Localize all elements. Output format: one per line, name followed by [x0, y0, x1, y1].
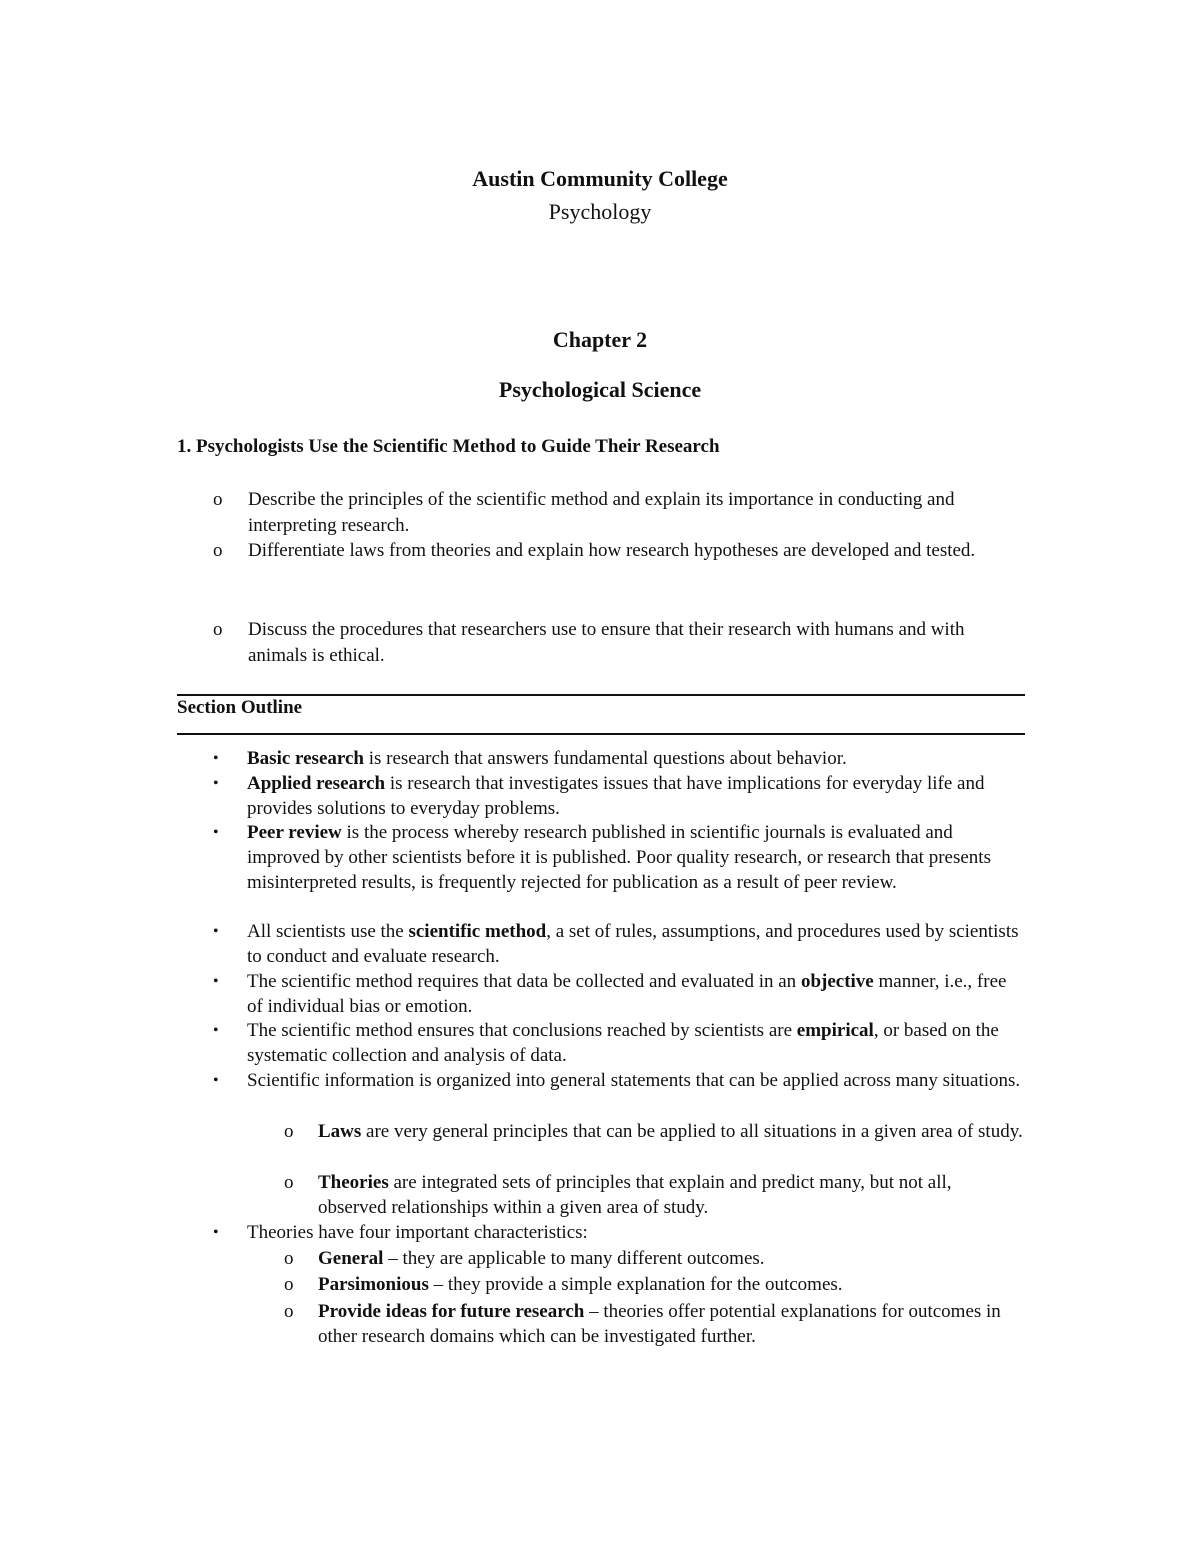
- objective-marker: o: [213, 489, 223, 510]
- objective-marker: o: [213, 540, 223, 561]
- key-term: General: [318, 1248, 384, 1269]
- bottom-rule: [177, 733, 1025, 735]
- section-heading: 1. Psychologists Use the Scientific Method to Guide Their Research: [177, 436, 720, 457]
- key-term: Applied research: [247, 773, 386, 794]
- outline-text: The scientific method requires that data be collected and evaluated in an objective manner, i.e., free of individual bias or emotion.: [247, 971, 1007, 1017]
- outline-text: Applied research is research that investigates issues that have implications for everyday life and provides solutions to everyday problems.: [247, 773, 985, 819]
- objective-marker: o: [213, 619, 223, 640]
- outline-text: Laws are very general principles that can be applied to all situations in a given area of study.: [318, 1121, 1023, 1142]
- sub-marker: o: [284, 1172, 294, 1193]
- bullet-marker: •: [213, 973, 219, 990]
- outline-text: Peer review is the process whereby research published in scientific journals is evaluated and improved by other scientists before it is published. Poor quality research, or research that presents misinterpreted results, is frequently rejected for publication as a result of peer review.: [247, 822, 991, 893]
- key-term: Peer review: [247, 822, 342, 843]
- section-outline-label: Section Outline: [177, 697, 303, 718]
- bullet-marker: •: [213, 824, 219, 841]
- bullet-marker: •: [213, 750, 219, 767]
- outline-text: All scientists use the scientific method, a set of rules, assumptions, and procedures used by scientists to conduct and evaluate research.: [247, 921, 1019, 967]
- objective-text: Discuss the procedures that researchers use to ensure that their research with humans and with animals is ethical.: [248, 619, 965, 666]
- key-term: Parsimonious: [318, 1274, 429, 1295]
- outline-text: The scientific method ensures that conclusions reached by scientists are empirical, or based on the systematic collection and analysis of data.: [247, 1020, 999, 1066]
- chapter-number: Chapter 2: [552, 327, 648, 352]
- objective-text: Differentiate laws from theories and explain how research hypotheses are developed and tested.: [248, 540, 976, 561]
- key-term: objective: [800, 971, 874, 992]
- sub-marker: o: [284, 1248, 294, 1269]
- sub-marker: o: [284, 1274, 294, 1295]
- sub-marker: o: [284, 1301, 294, 1322]
- top-rule: [177, 694, 1025, 696]
- outline-text: Theories are integrated sets of principles that explain and predict many, but not all, observed relationships within a given area of study.: [318, 1172, 952, 1218]
- key-term: Basic research: [247, 748, 364, 769]
- outline-text: General – they are applicable to many different outcomes.: [318, 1248, 765, 1269]
- bullet-marker: •: [213, 1224, 219, 1241]
- bullet-marker: •: [213, 1072, 219, 1089]
- outline-text: Provide ideas for future research – theories offer potential explanations for outcomes in other research domains which can be investigated further.: [318, 1301, 1001, 1347]
- outline-text: Parsimonious – they provide a simple explanation for the outcomes.: [318, 1274, 843, 1295]
- key-term: Theories: [318, 1172, 389, 1193]
- key-term: scientific method: [408, 921, 547, 942]
- bullet-marker: •: [213, 775, 219, 792]
- sub-marker: o: [284, 1121, 294, 1142]
- key-term: empirical: [796, 1020, 874, 1041]
- outline-text: Basic research is research that answers fundamental questions about behavior.: [247, 748, 847, 769]
- outline-text: Theories have four important characteristics:: [247, 1222, 588, 1243]
- bullet-marker: •: [213, 923, 219, 940]
- outline-text: Scientific information is organized into general statements that can be applied across many situations.: [247, 1070, 1021, 1091]
- chapter-title: Psychological Science: [498, 377, 702, 402]
- college-name: Austin Community College: [472, 166, 728, 191]
- subject-name: Psychology: [548, 199, 652, 224]
- objective-text: Describe the principles of the scientific method and explain its importance in conducting and interpreting research.: [248, 489, 955, 536]
- key-term: Provide ideas for future research: [318, 1301, 585, 1322]
- bullet-marker: •: [213, 1022, 219, 1039]
- key-term: Laws: [318, 1121, 362, 1142]
